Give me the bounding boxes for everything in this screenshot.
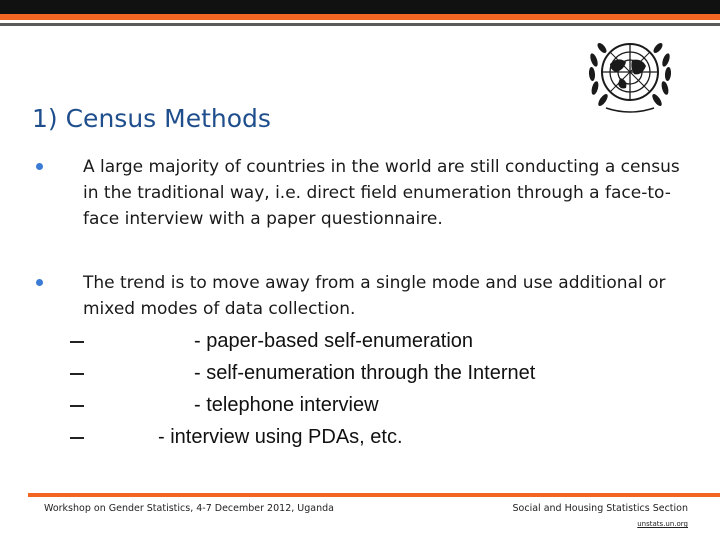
bullet-text-2: The trend is to move away from a single mode and use additional or mixed modes of data collection. (83, 273, 666, 319)
bullet-text-1: A large majority of countries in the world are still conducting a census in the traditional way, i.e. direct field enumeration through a face-to-face interview with a paper questionnaire. (83, 157, 680, 229)
footer-section: Social and Housing Statistics Section (512, 503, 688, 514)
subitem-2: - self-enumeration through the Internet (194, 362, 536, 384)
footer-orange-bar (28, 493, 720, 497)
footer-url-link[interactable]: unstats.un.org (637, 520, 688, 528)
slide-title: 1) Census Methods (32, 104, 271, 133)
dash-4 (70, 437, 84, 439)
subitem-1: - paper-based self-enumeration (194, 330, 474, 352)
dash-1 (70, 341, 84, 343)
footer-event: Workshop on Gender Statistics, 4-7 December 2012, Uganda (44, 503, 334, 514)
header-black-bar (0, 0, 720, 14)
subitem-4: - interview using PDAs, etc. (158, 426, 403, 448)
header-gray-bar (0, 23, 720, 26)
dash-3 (70, 405, 84, 407)
bullet-dot-1 (36, 163, 43, 170)
bullet-dot-2 (36, 279, 43, 286)
dash-2 (70, 373, 84, 375)
subitem-3: - telephone interview (194, 394, 379, 416)
un-emblem-icon (580, 30, 680, 116)
